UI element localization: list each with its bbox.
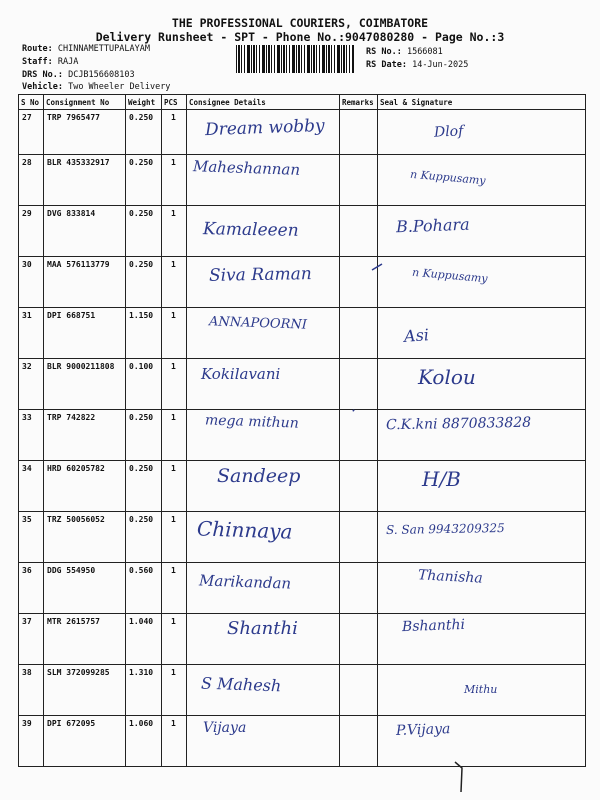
cell-weight: 1.060 xyxy=(126,716,162,767)
barcode xyxy=(236,45,354,73)
rs-date-line xyxy=(366,60,468,70)
route-value: CHINNAMETTUPALAYAM xyxy=(57,44,150,54)
cell-pcs: 1 xyxy=(162,665,187,716)
cell-pcs: 1 xyxy=(162,410,187,461)
signature: Bshanthi xyxy=(401,616,466,636)
cell-consignee xyxy=(187,563,340,614)
table-row xyxy=(19,359,586,410)
cell-remarks xyxy=(340,563,378,614)
cell-sno: 37 xyxy=(19,614,44,665)
delivery-table xyxy=(18,94,586,767)
cell-weight: 0.250 xyxy=(126,110,162,155)
cell-signature xyxy=(378,614,586,665)
signature: P.Vijaya xyxy=(395,721,451,739)
consignee-handwritten: Dream wobby xyxy=(204,115,325,141)
staff-label: Staff: xyxy=(22,57,53,67)
cell-consignee xyxy=(187,461,340,512)
cell-consignment: MAA 576113779 xyxy=(44,257,126,308)
signature: Dlof xyxy=(433,123,464,141)
cell-weight: 0.250 xyxy=(126,257,162,308)
rs-no-value: 1566081 xyxy=(406,47,443,57)
cell-sno: 31 xyxy=(19,308,44,359)
cell-sno: 27 xyxy=(19,110,44,155)
cell-signature xyxy=(378,563,586,614)
table-row xyxy=(19,206,586,257)
cell-signature xyxy=(378,110,586,155)
cell-pcs: 1 xyxy=(162,512,187,563)
cell-remarks xyxy=(340,716,378,767)
table-header-row xyxy=(19,95,586,110)
cell-consignee xyxy=(187,614,340,665)
table-row xyxy=(19,257,586,308)
cell-consignment: DVG 833814 xyxy=(44,206,126,257)
cell-signature xyxy=(378,410,586,461)
signature: S. San 9943209325 xyxy=(385,520,505,538)
consignee-handwritten: Siva Raman xyxy=(208,264,312,286)
consignee-handwritten: Marikandan xyxy=(198,571,292,593)
col-weight: Weight xyxy=(126,95,162,110)
route-line xyxy=(22,44,150,54)
cell-sno: 39 xyxy=(19,716,44,767)
signature: B.Pohara xyxy=(395,214,470,237)
table-row xyxy=(19,308,586,359)
col-remarks: Remarks xyxy=(340,95,378,110)
cell-consignee xyxy=(187,665,340,716)
cell-consignment: MTR 2615757 xyxy=(44,614,126,665)
cell-signature xyxy=(378,665,586,716)
signature: Kolou xyxy=(418,365,476,389)
cell-remarks xyxy=(340,461,378,512)
cell-pcs: 1 xyxy=(162,155,187,206)
consignee-handwritten: ANNAPOORNI xyxy=(208,314,308,333)
consignee-handwritten: Vijaya xyxy=(203,720,247,736)
signature: C.K.kni 8870833828 xyxy=(385,414,532,434)
runsheet-subtitle: Delivery Runsheet - SPT - Phone No.:9047080280 - Page No.:3 xyxy=(95,30,505,44)
cell-pcs: 1 xyxy=(162,206,187,257)
cell-weight: 0.560 xyxy=(126,563,162,614)
cell-sno: 28 xyxy=(19,155,44,206)
consignee-handwritten: Kamaleeen xyxy=(202,219,299,241)
consignee-handwritten: Maheshannan xyxy=(192,157,301,179)
cell-sno: 36 xyxy=(19,563,44,614)
vehicle-value: Two Wheeler Delivery xyxy=(68,82,171,92)
cell-weight: 0.250 xyxy=(126,206,162,257)
cell-consignment: SLM 372099285 xyxy=(44,665,126,716)
staff-line xyxy=(22,57,78,67)
cell-remarks xyxy=(340,206,378,257)
table-row xyxy=(19,716,586,767)
consignee-handwritten: S Mahesh xyxy=(200,673,282,696)
drs-value: DCJB156608103 xyxy=(68,70,135,80)
vehicle-label: Vehicle: xyxy=(22,82,63,92)
company-title: THE PROFESSIONAL COURIERS, COIMBATORE xyxy=(171,16,429,30)
cell-consignment: DDG 554950 xyxy=(44,563,126,614)
cell-signature xyxy=(378,257,586,308)
consignee-handwritten: Chinnaya xyxy=(196,516,293,544)
cell-remarks xyxy=(340,614,378,665)
cell-weight: 0.250 xyxy=(126,512,162,563)
cell-remarks xyxy=(340,512,378,563)
cell-consignee xyxy=(187,716,340,767)
cell-sno: 34 xyxy=(19,461,44,512)
cell-remarks xyxy=(340,665,378,716)
cell-consignee xyxy=(187,257,340,308)
col-consignment: Consignment No xyxy=(44,95,126,110)
cell-consignee xyxy=(187,308,340,359)
cell-sno: 29 xyxy=(19,206,44,257)
cell-signature xyxy=(378,461,586,512)
cell-sno: 33 xyxy=(19,410,44,461)
cell-sno: 35 xyxy=(19,512,44,563)
cell-consignee xyxy=(187,206,340,257)
cell-signature xyxy=(378,155,586,206)
cell-weight: 0.250 xyxy=(126,461,162,512)
cell-consignment: BLR 9000211808 xyxy=(44,359,126,410)
vehicle-line xyxy=(22,82,170,92)
signature: H/B xyxy=(422,467,461,491)
cell-sno: 38 xyxy=(19,665,44,716)
cell-signature xyxy=(378,206,586,257)
cell-pcs: 1 xyxy=(162,359,187,410)
cell-pcs: 1 xyxy=(162,563,187,614)
cell-consignee xyxy=(187,410,340,461)
col-consignee: Consignee Details xyxy=(187,95,340,110)
cell-weight: 1.310 xyxy=(126,665,162,716)
cell-weight: 1.040 xyxy=(126,614,162,665)
cell-weight: 0.100 xyxy=(126,359,162,410)
cell-consignment: DPI 668751 xyxy=(44,308,126,359)
cell-signature xyxy=(378,512,586,563)
cell-pcs: 1 xyxy=(162,110,187,155)
rs-no-label: RS No.: xyxy=(366,47,402,57)
consignee-handwritten: Kokilavani xyxy=(201,365,281,383)
table-row xyxy=(19,665,586,716)
cell-consignee xyxy=(187,359,340,410)
cell-remarks xyxy=(340,410,378,461)
staff-value: RAJA xyxy=(57,57,79,67)
cell-consignment: TRP 7965477 xyxy=(44,110,126,155)
table-row xyxy=(19,563,586,614)
cell-signature xyxy=(378,359,586,410)
signature: n Kuppusamy xyxy=(409,167,487,188)
cell-remarks xyxy=(340,155,378,206)
cell-consignee xyxy=(187,155,340,206)
cell-signature xyxy=(378,716,586,767)
cell-pcs: 1 xyxy=(162,461,187,512)
cell-remarks xyxy=(340,308,378,359)
consignee-handwritten: mega mithun xyxy=(204,412,300,432)
route-label: Route: xyxy=(22,44,53,54)
col-sno: S No xyxy=(19,95,44,110)
cell-weight: 0.250 xyxy=(126,410,162,461)
cell-consignment: DPI 672095 xyxy=(44,716,126,767)
cell-weight: 1.150 xyxy=(126,308,162,359)
table-row xyxy=(19,512,586,563)
consignee-handwritten: Sandeep xyxy=(217,465,301,487)
cell-weight: 0.250 xyxy=(126,155,162,206)
cell-consignment: HRD 60205782 xyxy=(44,461,126,512)
cell-sno: 32 xyxy=(19,359,44,410)
signature: n Kuppusamy xyxy=(411,265,489,286)
col-pcs: PCS xyxy=(162,95,187,110)
cell-consignment: TRP 742822 xyxy=(44,410,126,461)
table-row xyxy=(19,614,586,665)
rs-no-line xyxy=(366,47,443,57)
table-row xyxy=(19,410,586,461)
table-row xyxy=(19,155,586,206)
table-row xyxy=(19,461,586,512)
cell-pcs: 1 xyxy=(162,614,187,665)
cell-remarks xyxy=(340,257,378,308)
signature: Thanisha xyxy=(417,567,484,587)
drs-label: DRS No.: xyxy=(22,70,63,80)
cell-consignee xyxy=(187,512,340,563)
drs-line xyxy=(22,70,135,80)
cell-consignee xyxy=(187,110,340,155)
cell-remarks xyxy=(340,110,378,155)
table-row xyxy=(19,110,586,155)
signature: Asi xyxy=(403,325,430,346)
cell-consignment: TRZ 50056052 xyxy=(44,512,126,563)
cell-consignment: BLR 435332917 xyxy=(44,155,126,206)
signature: Mithu xyxy=(464,683,498,696)
rs-date-label: RS Date: xyxy=(366,60,407,70)
rs-date-value: 14-Jun-2025 xyxy=(412,60,469,70)
cell-remarks xyxy=(340,359,378,410)
cell-pcs: 1 xyxy=(162,257,187,308)
consignee-handwritten: Shanthi xyxy=(227,618,298,639)
cell-pcs: 1 xyxy=(162,716,187,767)
cell-signature xyxy=(378,308,586,359)
col-signature: Seal & Signature xyxy=(378,95,586,110)
cell-pcs: 1 xyxy=(162,308,187,359)
cell-sno: 30 xyxy=(19,257,44,308)
